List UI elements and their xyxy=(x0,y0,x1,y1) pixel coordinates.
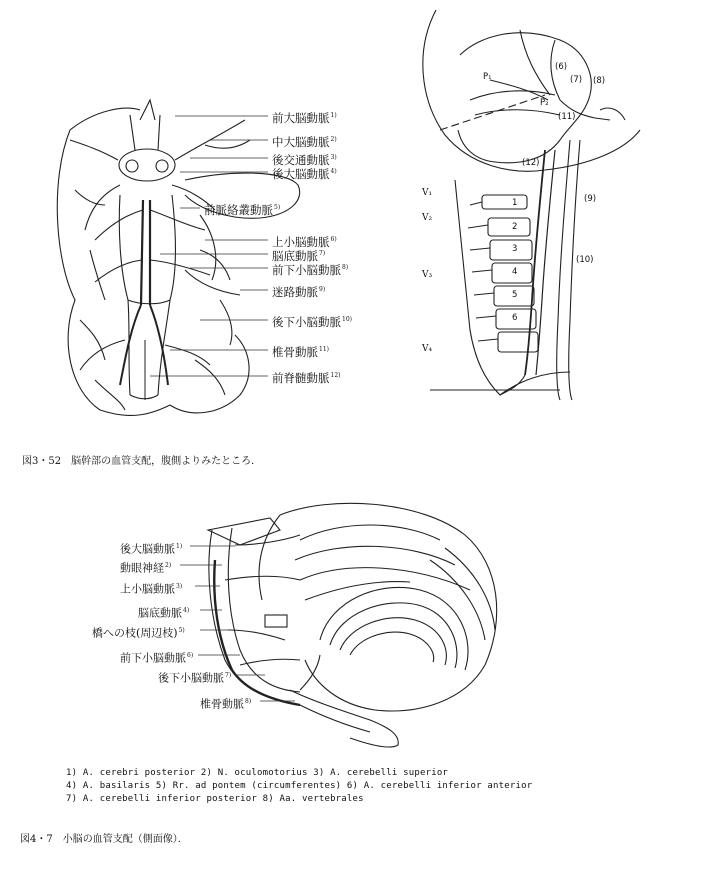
fig1-label-1: 前大脳動脈$^{1)}$ xyxy=(272,110,337,125)
vertebra-label-v1: V₁ xyxy=(422,188,433,198)
circled-num-7: (7) xyxy=(570,75,583,85)
circled-num-10: (10) xyxy=(576,255,594,265)
region-label-p2: P₂ xyxy=(540,98,549,108)
fig3-label-2: 動眼神経$^{2)}$ xyxy=(120,561,172,575)
fig3-label-4: 脳底動脈$^{4)}$ xyxy=(138,606,190,620)
fig3-legend-line-3: 7) A. cerebelli inferior posterior 8) Aa. vertebrales xyxy=(66,794,364,804)
circled-num-11: (11) xyxy=(558,112,576,122)
fig3-legend-line-1: 1) A. cerebri posterior 2) N. oculomotorius 3) A. cerebelli superior xyxy=(66,768,449,778)
fig1-label-7: 脳底動脈$^{7)}$ xyxy=(272,248,326,263)
vertebra-number-6: 6 xyxy=(512,313,518,323)
fig1-label-12: 前脊髄動脈$^{12)}$ xyxy=(272,370,341,385)
fig1-label-11: 椎骨動脈$^{11)}$ xyxy=(272,344,329,359)
circled-num-12: (12) xyxy=(522,158,540,168)
fig3-label-1: 後大脳動脈$^{1)}$ xyxy=(120,542,183,556)
vertebra-number-2: 2 xyxy=(512,222,518,232)
fig1-label-2: 中大脳動脈$^{2)}$ xyxy=(272,134,337,149)
fig3-label-5: 橋への枝(周辺枝)$^{5)}$ xyxy=(92,626,185,640)
vertebra-number-4: 4 xyxy=(512,267,518,277)
vertebra-number-1: 1 xyxy=(512,198,518,208)
vertebra-label-v2: V₂ xyxy=(422,213,433,223)
circled-num-8: (8) xyxy=(593,76,606,86)
vertebra-label-v3: V₃ xyxy=(422,270,433,280)
fig3-label-6: 前下小脳動脈$^{6)}$ xyxy=(120,651,194,665)
fig1-label-10: 後下小脳動脈$^{10)}$ xyxy=(272,314,352,329)
fig1-label-6: 上小脳動脈$^{6)}$ xyxy=(272,234,337,249)
fig3-caption: 図4・7 小脳の血管支配（側面像）． xyxy=(20,834,188,845)
fig1-caption: 図3・52 脳幹部の血管支配，腹側よりみたところ． xyxy=(22,456,262,467)
fig1-label-9: 迷路動脈$^{9)}$ xyxy=(272,284,326,299)
fig3-legend-line-2: 4) A. basilaris 5) Rr. ad pontem (circumferentes) 6) A. cerebelli inferior anterior xyxy=(66,781,533,791)
circled-num-9: (9) xyxy=(584,194,597,204)
fig1-label-5: 前脈絡叢動脈$^{5)}$ xyxy=(204,202,281,217)
fig1-label-8: 前下小脳動脈$^{8)}$ xyxy=(272,262,349,277)
fig3-label-7: 後下小脳動脈$^{7)}$ xyxy=(158,671,232,685)
circled-num-6: (6) xyxy=(555,62,568,72)
fig3-label-3: 上小脳動脈$^{3)}$ xyxy=(120,582,183,596)
vertebra-number-3: 3 xyxy=(512,244,518,254)
fig1-label-3: 後交通動脈$^{3)}$ xyxy=(272,152,337,167)
fig3-label-8: 椎骨動脈$^{8)}$ xyxy=(200,697,252,711)
vertebra-label-v4: V₄ xyxy=(422,344,433,354)
fig1-label-4: 後大脳動脈$^{4)}$ xyxy=(272,166,337,181)
region-label-p1: P₁ xyxy=(483,72,492,82)
vertebra-number-5: 5 xyxy=(512,290,518,300)
